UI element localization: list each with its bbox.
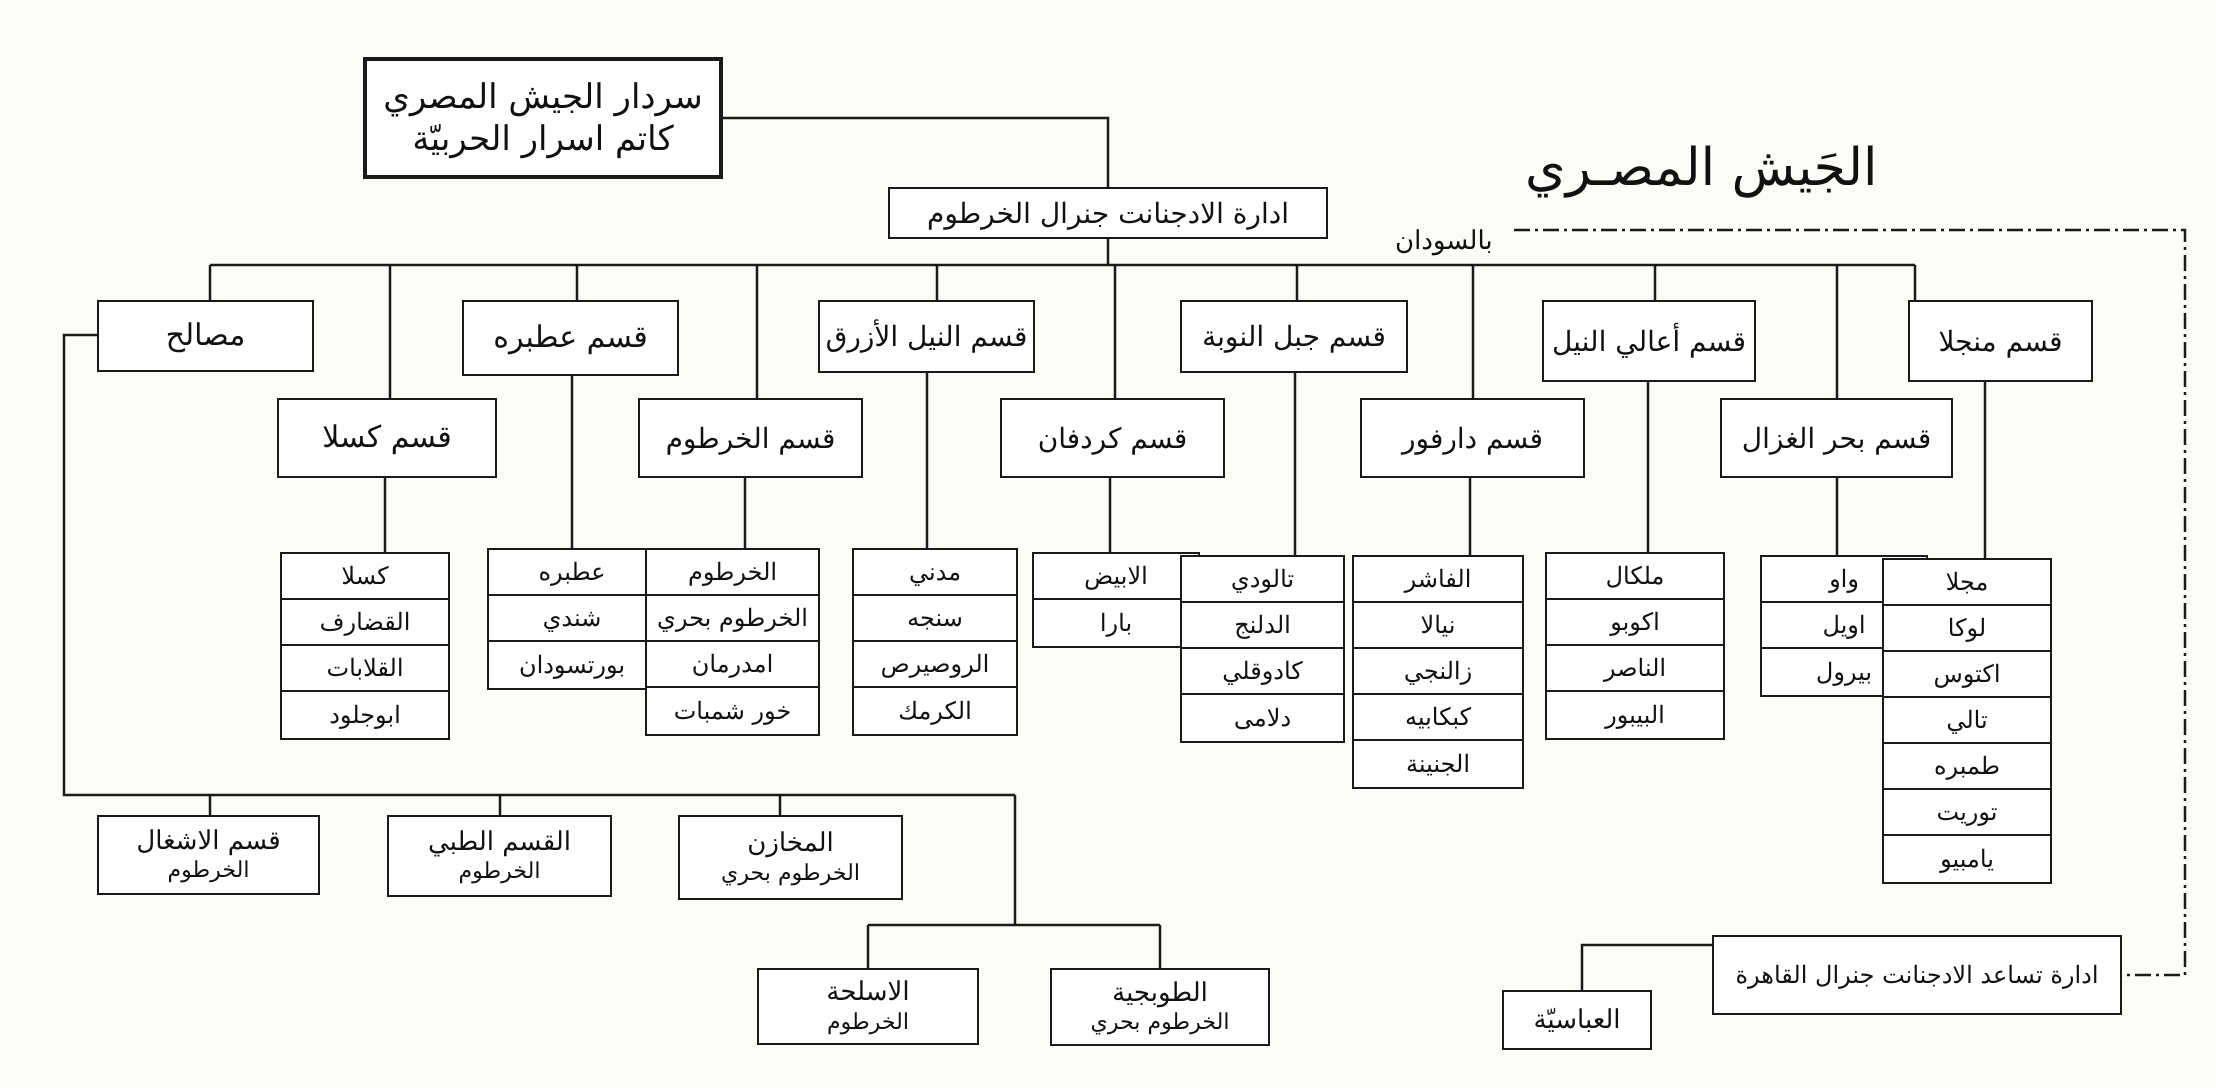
service-stores — [678, 815, 903, 900]
service-stores-title: المخازن — [747, 828, 834, 859]
service-stores-place: الخرطوم بحري — [721, 859, 860, 886]
town-cell: الجنينة — [1405, 750, 1471, 778]
service-works — [97, 815, 320, 895]
town-cell: الناصر — [1547, 646, 1723, 692]
adjutant-box: ادارة الادجنانت جنرال الخرطوم — [888, 187, 1328, 239]
service-works-place: الخرطوم — [167, 857, 250, 884]
service-ordnance-place: الخرطوم بحري — [1090, 1009, 1230, 1036]
service-ordnance — [1050, 968, 1270, 1046]
town-cell: الروصيرص — [854, 642, 1016, 688]
abbasiya-box: العباسيّة — [1502, 990, 1652, 1050]
town-cell: الفاشر — [1354, 557, 1522, 603]
service-arms-place: الخرطوم — [827, 1008, 909, 1035]
town-cell: سنجه — [854, 596, 1016, 642]
town-cell: ملكال — [1547, 554, 1723, 600]
sirdar-box — [363, 57, 723, 179]
service-works-title: قسم الاشغال — [136, 825, 281, 856]
town-cell: عطبره — [489, 550, 655, 596]
list-kassala — [280, 552, 450, 740]
town-cell: بورتسودان — [518, 651, 626, 679]
town-cell: تالودي — [1182, 557, 1343, 603]
town-cell: القضارف — [282, 600, 448, 646]
town-cell: بيرول — [1815, 658, 1873, 686]
town-cell: ابوجلود — [329, 701, 401, 729]
town-cell: طمبره — [1884, 744, 2050, 790]
qism-bahr-ghazal: قسم بحر الغزال — [1720, 398, 1953, 478]
town-cell: لوكا — [1884, 606, 2050, 652]
town-cell: دلامى — [1233, 704, 1292, 732]
qism-blue-nile: قسم النيل الأزرق — [818, 300, 1035, 373]
qism-mongalla: قسم منجلا — [1908, 300, 2093, 382]
town-cell: كسلا — [282, 554, 448, 600]
qism-kordofan: قسم كردفان — [1000, 398, 1225, 478]
list-atbara — [487, 548, 657, 690]
service-medical-title: القسم الطبي — [427, 826, 572, 857]
town-cell: الكرمك — [898, 697, 972, 725]
town-cell: الابيض — [1034, 554, 1198, 600]
town-cell: الخرطوم — [647, 550, 818, 596]
town-cell: بارا — [1099, 609, 1133, 637]
list-khartoum — [645, 548, 820, 736]
qism-atbara: قسم عطبره — [462, 300, 679, 376]
town-cell: كادوقلي — [1182, 649, 1343, 695]
town-cell: خور شمبات — [673, 697, 792, 725]
town-cell: واو — [1762, 557, 1926, 603]
town-cell: الخرطوم بحري — [647, 596, 818, 642]
masaleh-box: مصالح — [97, 300, 314, 372]
service-arms — [757, 968, 979, 1045]
cairo-box: ادارة تساعد الادجنانت جنرال القاهرة — [1712, 935, 2122, 1015]
service-arms-title: الاسلحة — [826, 977, 910, 1008]
town-cell: امدرمان — [647, 642, 818, 688]
town-cell: شندي — [489, 596, 655, 642]
town-cell: مجلا — [1884, 560, 2050, 606]
town-cell: نيالا — [1354, 603, 1522, 649]
service-medical — [387, 815, 612, 897]
service-ordnance-title: الطوبجية — [1112, 977, 1208, 1008]
town-cell: تالي — [1884, 698, 2050, 744]
town-cell: القلابات — [282, 646, 448, 692]
qism-khartoum: قسم الخرطوم — [638, 398, 863, 478]
town-cell: اكتوس — [1884, 652, 2050, 698]
diagram-subtitle: بالسودان — [1395, 226, 1493, 256]
list-kordofan — [1032, 552, 1200, 648]
town-cell: الدلنج — [1182, 603, 1343, 649]
abbasiya-connector — [1582, 945, 1712, 990]
town-cell: زالنجي — [1354, 649, 1522, 695]
sirdar-connector — [722, 118, 1108, 190]
diagram-title: الجَيش المصـري — [1525, 138, 1878, 198]
list-darfur — [1352, 555, 1524, 789]
town-cell: مدني — [854, 550, 1016, 596]
sirdar-line2: كاتم اسرار الحربيّة — [412, 119, 674, 159]
town-cell: يامبيو — [1940, 845, 1994, 873]
town-cell: اويل — [1762, 603, 1926, 649]
list-mongalla — [1882, 558, 2052, 884]
service-medical-place: الخرطوم — [458, 858, 541, 885]
list-nuba — [1180, 555, 1345, 743]
town-cell: توريت — [1884, 790, 2050, 836]
qism-darfur: قسم دارفور — [1360, 398, 1585, 478]
town-cell: كبكابيه — [1354, 695, 1522, 741]
list-upper-nile — [1545, 552, 1725, 740]
town-cell: البيبور — [1605, 701, 1665, 729]
qism-kassala: قسم كسلا — [277, 398, 497, 478]
town-cell: اكوبو — [1547, 600, 1723, 646]
qism-upper-nile: قسم أعالي النيل — [1542, 300, 1756, 382]
qism-nuba: قسم جبل النوبة — [1180, 300, 1408, 373]
list-blue-nile — [852, 548, 1018, 736]
sirdar-line1: سردار الجيش المصري — [383, 76, 703, 117]
